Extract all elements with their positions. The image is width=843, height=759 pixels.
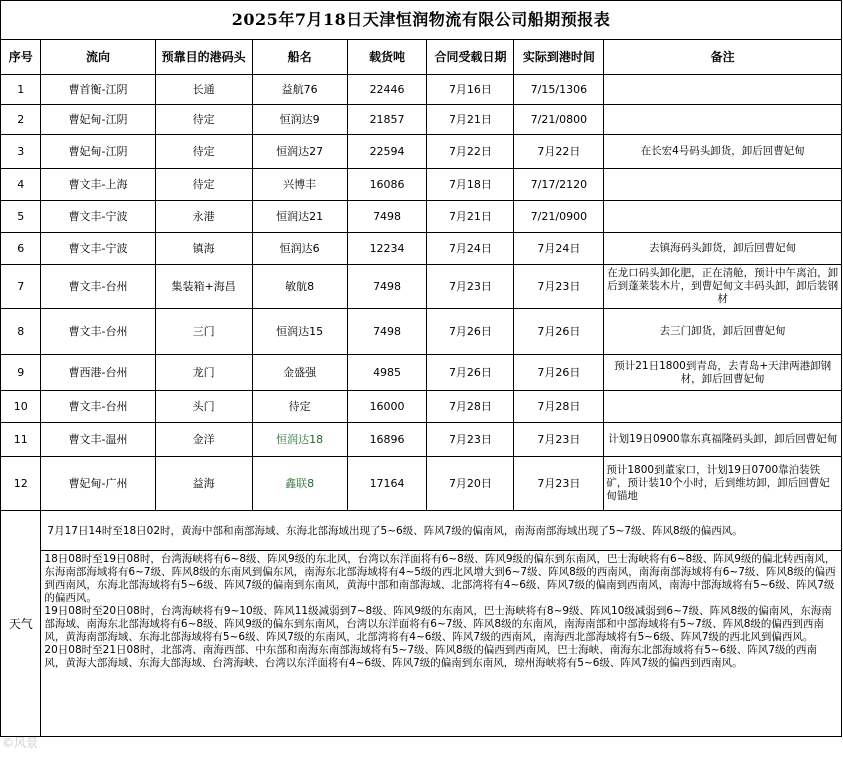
- cell-remark: [604, 75, 842, 105]
- cell-tonnage: 7498: [347, 201, 427, 233]
- forecast-paragraph: 19日08时至20日08时，台湾海峡将有9~10级、阵风11级减弱到7~8级、阵风9级的东南风，巴士海峡将有8~9级、阵风10级减弱到6~7级、阵风8级的偏南风，东海南部海域、南海东北部海域将有6~8级、阵风9级的偏东到东南风，台湾以东洋面将有6~7级、阵风8级的东南风，南海南部和中部海域将有5~7级、阵风8级的偏西到西南风，黄海南部海域、东海北部海域将有5~6级、阵风7级的东南风，北部湾将有4~6级、阵风7级的西南风，南海西北部海域将有5~6级、阵风7级的西北风到偏西风。: [44, 605, 832, 643]
- cell-ship: 恒润达21: [252, 201, 347, 233]
- cell-route: 曹文丰-宁波: [41, 233, 155, 265]
- cell-port: 长通: [155, 75, 252, 105]
- header-arrival-time: 实际到港时间: [514, 40, 604, 75]
- weather-forecast-row: [1, 551, 842, 737]
- cell-ship: 恒润达18: [252, 423, 347, 457]
- cell-no: 11: [1, 423, 41, 457]
- cell-port: 集装箱+海昌: [155, 265, 252, 309]
- cell-tonnage: 22446: [347, 75, 427, 105]
- cell-route: 曹文丰-上海: [41, 169, 155, 201]
- cell-ship: 恒润达6: [252, 233, 347, 265]
- cell-remark: 在长宏4号码头卸货，卸后回曹妃甸: [604, 135, 842, 169]
- header-row: [1, 40, 842, 75]
- cell-ship: 敏航8: [252, 265, 347, 309]
- forecast-paragraph: 20日08时至21日08时，北部湾、南海西部、中东部和南海东南部海域将有5~7级、阵风8级的偏西到西南风，巴士海峡、南海东北部海域将有5~6级、阵风7级的西南风，黄海大部海域、东海大部海域、台湾海峡、台湾以东洋面将有4~6级、阵风7级的偏南到东南风，琼州海峡将有5~6级、阵风7级的偏西到西南风。: [44, 644, 818, 669]
- cell-tonnage: 17164: [347, 457, 427, 511]
- header-route: 流向: [41, 40, 155, 75]
- cell-route: 曹妃甸-广州: [41, 457, 155, 511]
- cell-route: 曹文丰-台州: [41, 391, 155, 423]
- cell-route: 曹文丰-温州: [41, 423, 155, 457]
- cell-port: 镇海: [155, 233, 252, 265]
- cell-port: 头门: [155, 391, 252, 423]
- cell-ship: 恒润达9: [252, 105, 347, 135]
- cell-ship: 待定: [252, 391, 347, 423]
- table-row: [1, 355, 842, 391]
- cell-contract: 7月21日: [427, 201, 514, 233]
- cell-route: 曹文丰-宁波: [41, 201, 155, 233]
- cell-arrival: 7月26日: [514, 309, 604, 355]
- cell-contract: 7月23日: [427, 265, 514, 309]
- cell-no: 9: [1, 355, 41, 391]
- cell-remark: 计划19日0900靠东真福隆码头卸，卸后回曹妃甸: [604, 423, 842, 457]
- sheet-title: 2025年7月18日天津恒润物流有限公司船期预报表: [1, 1, 842, 40]
- cell-tonnage: 16000: [347, 391, 427, 423]
- table-row: [1, 265, 842, 309]
- cell-arrival: 7/17/2120: [514, 169, 604, 201]
- cell-port: 龙门: [155, 355, 252, 391]
- cell-remark: 在龙口码头卸化肥，正在清舱，预计中午离泊，卸后到蓬莱装木片，到曹妃甸文丰码头卸，卸后装钢材: [604, 265, 842, 309]
- table-row: [1, 169, 842, 201]
- table-row: [1, 309, 842, 355]
- weather-label: 天气: [1, 511, 41, 737]
- cell-contract: 7月20日: [427, 457, 514, 511]
- cell-ship: 兴博丰: [252, 169, 347, 201]
- cell-ship: 益航76: [252, 75, 347, 105]
- watermark: ©风景: [2, 736, 39, 750]
- cell-no: 5: [1, 201, 41, 233]
- cell-port: 三门: [155, 309, 252, 355]
- table-row: [1, 105, 842, 135]
- weather-summary: 7月17日14时至18日02时，黄海中部和南部海域、东海北部海域出现了5~6级、阵风7级的偏南风，南海南部海域出现了5~7级、阵风8级的偏西风。: [41, 511, 842, 551]
- header-tonnage: 载货吨: [347, 40, 427, 75]
- cell-tonnage: 12234: [347, 233, 427, 265]
- cell-port: 待定: [155, 105, 252, 135]
- table-row: [1, 457, 842, 511]
- cell-tonnage: 4985: [347, 355, 427, 391]
- cell-port: 永港: [155, 201, 252, 233]
- cell-no: 6: [1, 233, 41, 265]
- cell-no: 10: [1, 391, 41, 423]
- cell-tonnage: 7498: [347, 309, 427, 355]
- table-row: [1, 391, 842, 423]
- cell-route: 曹文丰-台州: [41, 265, 155, 309]
- table-row: [1, 201, 842, 233]
- cell-remark: 预计21日1800到青岛，去青岛+天津两港卸钢材，卸后回曹妃甸: [604, 355, 842, 391]
- cell-remark: [604, 391, 842, 423]
- cell-arrival: 7月23日: [514, 423, 604, 457]
- weather-forecast: [41, 551, 842, 737]
- header-ship: 船名: [252, 40, 347, 75]
- cell-tonnage: 16086: [347, 169, 427, 201]
- table-row: [1, 75, 842, 105]
- cell-route: 曹妃甸-江阴: [41, 135, 155, 169]
- cell-route: 曹妃甸-江阴: [41, 105, 155, 135]
- cell-remark: [604, 105, 842, 135]
- weather-summary-row: [1, 511, 842, 551]
- cell-arrival: 7/21/0800: [514, 105, 604, 135]
- cell-remark: 去镇海码头卸货，卸后回曹妃甸: [604, 233, 842, 265]
- cell-tonnage: 7498: [347, 265, 427, 309]
- cell-ship: 金盛强: [252, 355, 347, 391]
- cell-contract: 7月26日: [427, 309, 514, 355]
- table-row: [1, 423, 842, 457]
- cell-arrival: 7月23日: [514, 457, 604, 511]
- cell-arrival: 7月23日: [514, 265, 604, 309]
- cell-port: 待定: [155, 169, 252, 201]
- cell-contract: 7月18日: [427, 169, 514, 201]
- cell-port: 金洋: [155, 423, 252, 457]
- cell-tonnage: 16896: [347, 423, 427, 457]
- cell-arrival: 7月24日: [514, 233, 604, 265]
- cell-no: 8: [1, 309, 41, 355]
- cell-contract: 7月23日: [427, 423, 514, 457]
- cell-contract: 7月22日: [427, 135, 514, 169]
- cell-contract: 7月24日: [427, 233, 514, 265]
- cell-contract: 7月16日: [427, 75, 514, 105]
- table-row: [1, 233, 842, 265]
- cell-ship: 鑫联8: [252, 457, 347, 511]
- cell-port: 待定: [155, 135, 252, 169]
- cell-arrival: 7月26日: [514, 355, 604, 391]
- cell-no: 4: [1, 169, 41, 201]
- cell-arrival: 7/21/0900: [514, 201, 604, 233]
- cell-remark: [604, 201, 842, 233]
- cell-no: 1: [1, 75, 41, 105]
- cell-no: 2: [1, 105, 41, 135]
- cell-ship: 恒润达27: [252, 135, 347, 169]
- cell-arrival: 7月28日: [514, 391, 604, 423]
- cell-contract: 7月21日: [427, 105, 514, 135]
- header-contract-date: 合同受载日期: [427, 40, 514, 75]
- cell-remark: [604, 169, 842, 201]
- header-remark: 备注: [604, 40, 842, 75]
- forecast-paragraph: 18日08时至19日08时，台湾海峡将有6~8级、阵风9级的东北风，台湾以东洋面将有6~8级、阵风9级的偏东到东南风，巴士海峡将有6~8级、阵风9级的偏北转西南风，东海南部海域将有6~7级、阵风8级的东南风到偏东风，南海东北部海域将有4~5级的西北风增大到6~7级、阵风8级的西南风，南海南部海域将有6~7级、阵风8级的偏西到西南风，东海北部海域将有5~6级、阵风7级的偏南到东南风，黄海中部和南部海域、北部湾将有4~6级、阵风7级的偏南到西南风，南海中部海域将有5~6级、阵风7级的偏西风。: [44, 553, 836, 604]
- cell-tonnage: 21857: [347, 105, 427, 135]
- cell-ship: 恒润达15: [252, 309, 347, 355]
- cell-tonnage: 22594: [347, 135, 427, 169]
- cell-arrival: 7月22日: [514, 135, 604, 169]
- cell-arrival: 7/15/1306: [514, 75, 604, 105]
- cell-remark: 预计1800到董家口，计划19日0700靠泊装铁矿，预计装10个小时，后到维坊卸，卸后回曹妃甸锚地: [604, 457, 842, 511]
- table-row: [1, 135, 842, 169]
- header-port: 预靠目的港码头: [155, 40, 252, 75]
- cell-contract: 7月28日: [427, 391, 514, 423]
- cell-contract: 7月26日: [427, 355, 514, 391]
- cell-no: 3: [1, 135, 41, 169]
- cell-route: 曹首衡-江阴: [41, 75, 155, 105]
- cell-port: 益海: [155, 457, 252, 511]
- header-no: 序号: [1, 40, 41, 75]
- cell-route: 曹西港-台州: [41, 355, 155, 391]
- cell-remark: 去三门卸货，卸后回曹妃甸: [604, 309, 842, 355]
- cell-route: 曹文丰-台州: [41, 309, 155, 355]
- cell-no: 7: [1, 265, 41, 309]
- cell-no: 12: [1, 457, 41, 511]
